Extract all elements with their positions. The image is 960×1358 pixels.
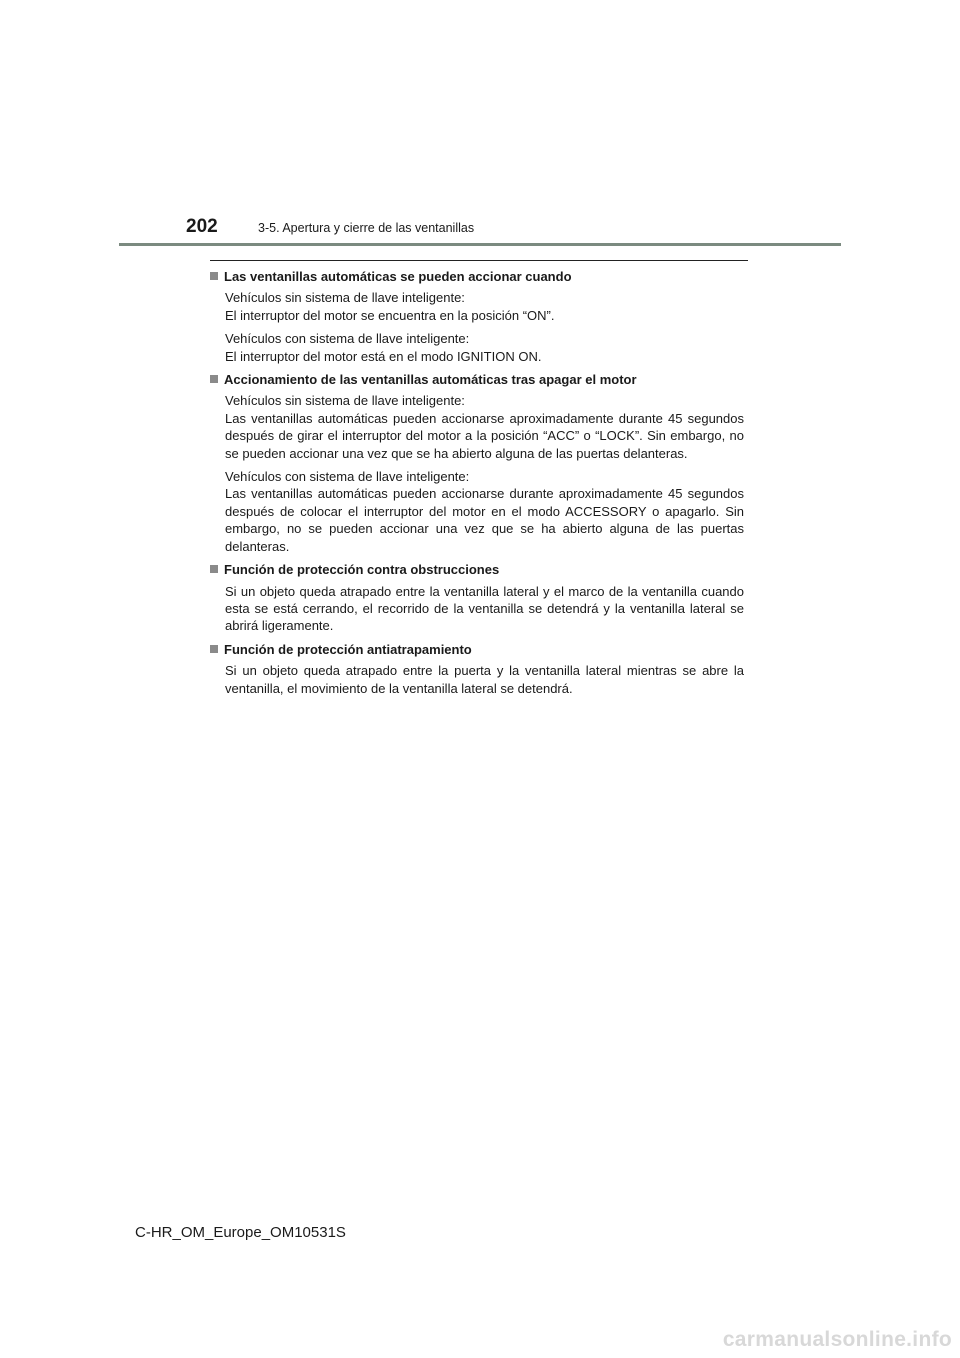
square-bullet-icon [210,272,218,280]
heading-text: Función de protección antiatrapamiento [224,641,472,657]
heading-text: Las ventanillas automáticas se pueden accionar cuando [224,269,572,284]
paragraph-line: Las ventanillas automáticas pueden accionarse aproximadamente durante 45 segundos después de girar el interruptor del motor a la posición “ACC” o “LOCK”. Sin embargo, no se pueden accionar una vez que se ha abierto alguna de las puertas delanteras. [225,410,744,461]
section-heading [210,561,744,578]
paragraph [225,392,744,462]
section-obstruction-protection [210,561,744,635]
footer-document-code: C-HR_OM_Europe_OM10531S [135,1224,346,1241]
content-body [210,268,744,703]
square-bullet-icon [210,375,218,383]
section-heading [210,641,744,658]
chapter-title: 3-5. Apertura y cierre de las ventanillas [258,221,475,235]
header-divider [119,243,841,246]
heading-text: Función de protección contra obstrucciones [224,562,500,578]
paragraph [225,289,744,324]
paragraph-line: Vehículos sin sistema de llave inteligente: [225,393,465,409]
paragraph-line: El interruptor del motor se encuentra en la posición “ON”. [225,307,555,323]
paragraph [225,330,744,365]
paragraph [225,468,744,555]
paragraph-line: Si un objeto queda atrapado entre la ventanilla lateral y el marco de la ventanilla cuando esta se está cerrando, el recorrido de la ventanilla se detendrá y la ventanilla lateral se abrirá ligeramente. [225,583,744,634]
paragraph-line: Vehículos con sistema de llave inteligente: [225,469,470,485]
square-bullet-icon [210,565,218,573]
square-bullet-icon [210,645,218,653]
section-anti-trap-protection [210,641,744,697]
page-number: 202 [186,216,218,237]
paragraph-line: Vehículos con sistema de llave inteligente: [225,331,470,347]
paragraph [225,583,744,635]
paragraph-line: Las ventanillas automáticas pueden accionarse durante aproximadamente 45 segundos después de colocar el interruptor del motor en el modo ACCESSORY o apagarlo. Sin embargo, no se pueden accionar una vez que se ha abierto alguna de las puertas delanteras. [225,486,744,554]
section-heading [210,371,744,388]
heading-text: Accionamiento de las ventanillas automáticas tras apagar el motor [224,372,637,388]
watermark: carmanualsonline.info [722,1328,952,1351]
paragraph [225,662,744,697]
paragraph-line: Si un objeto queda atrapado entre la puerta y la ventanilla lateral mientras se abre la ventanilla, el movimiento de la ventanilla lateral se detendrá. [225,663,744,696]
section-power-windows-operable [210,268,744,365]
paragraph-line: Vehículos sin sistema de llave inteligente: [225,290,465,306]
paragraph-line: El interruptor del motor está en el modo IGNITION ON. [225,348,542,364]
section-heading [210,268,744,285]
section-divider [210,260,748,261]
section-after-engine-off [210,371,744,555]
